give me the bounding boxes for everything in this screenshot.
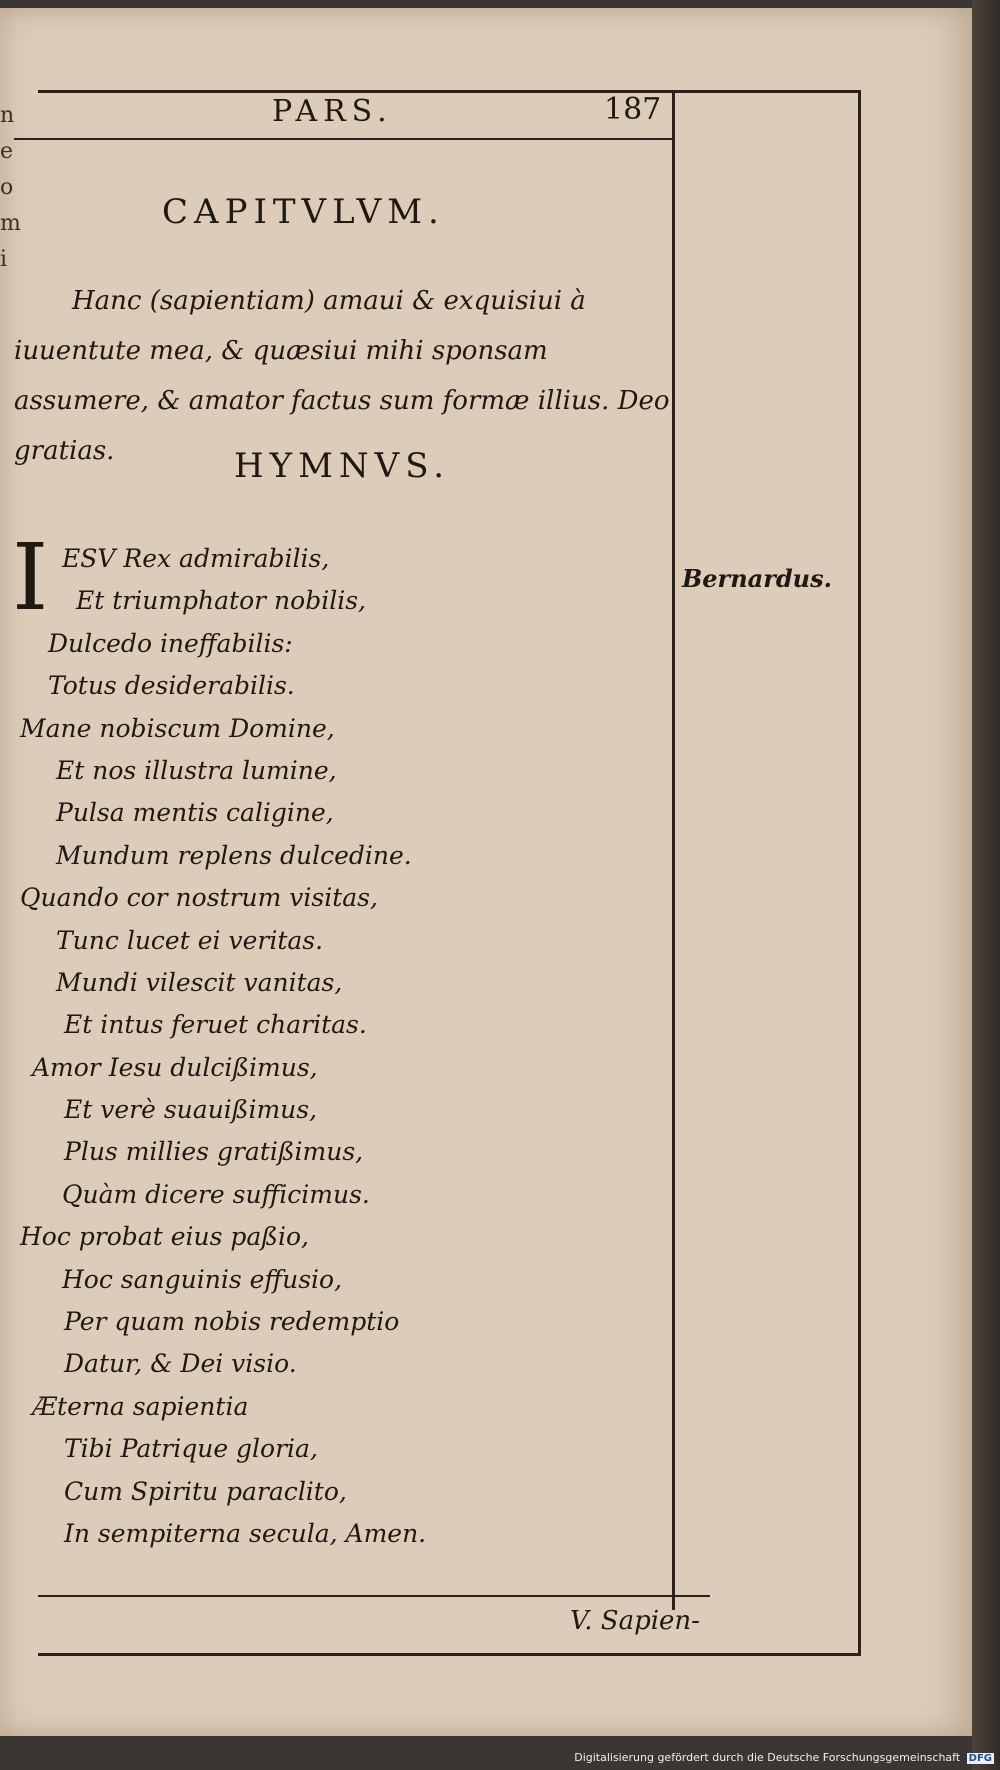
digitization-credit — [574, 1751, 994, 1764]
hymn-verse: Totus desiderabilis. — [48, 671, 295, 701]
hymn-verses — [12, 524, 662, 1555]
chapter-text: Hanc (sapientiam) amaui & exquisiui à iuuentute mea, & quæsiui mihi sponsam assumere, & amator factus sum formæ illius. Deo gratias. — [14, 286, 670, 466]
drop-initial: I — [12, 524, 49, 631]
credit-text: Digitalisierung gefördert durch die Deutsche Forschungsgemeinschaft — [574, 1751, 961, 1764]
hymn-verse: Hoc sanguinis effusio, — [62, 1264, 343, 1294]
hymn-verse: Et intus feruet charitas. — [64, 1010, 367, 1040]
page-number: 187 — [604, 92, 662, 127]
book-fore-edge — [972, 0, 1000, 1770]
hymn-verse: Cum Spiritu paraclito, — [64, 1476, 347, 1506]
fragment-letter: e — [0, 139, 14, 164]
bottom-rule — [38, 1595, 710, 1597]
hymn-verse: Hoc probat eius paßio, — [20, 1222, 309, 1252]
fragment-letter: n — [0, 103, 15, 128]
fragment-letter: o — [0, 175, 14, 200]
hymn-verse: Quando cor nostrum visitas, — [20, 883, 378, 913]
hymn-verse: ESV Rex admirabilis, — [62, 544, 330, 573]
hymn-verse: Plus millies gratißimus, — [64, 1137, 364, 1167]
fragment-letter: m — [0, 211, 21, 236]
hymn-verse: Pulsa mentis caligine, — [56, 798, 334, 828]
hymn-verse: Et triumphator nobilis, — [76, 586, 366, 616]
hymn-verse: Amor Iesu dulcißimus, — [32, 1052, 318, 1082]
hymn-verse: Tunc lucet ei veritas. — [56, 925, 324, 955]
left-margin-fragment — [0, 98, 21, 358]
hymn-verse: Æterna sapientia — [32, 1391, 249, 1421]
hymn-verse: Et verè suauißimus, — [64, 1095, 318, 1125]
hymn-verse: Tibi Patrique gloria, — [64, 1434, 318, 1464]
hymn-verse: Quàm dicere sufficimus. — [62, 1179, 370, 1209]
dfg-logo: DFG — [968, 1753, 992, 1764]
hymn-verse: Et nos illustra lumine, — [56, 755, 337, 785]
hymn-verse: Dulcedo ineffabilis: — [48, 628, 293, 658]
running-head: PARS. — [272, 94, 393, 129]
margin-note: Bernardus. — [682, 564, 832, 593]
catchword: V. Sapien- — [570, 1606, 700, 1636]
book-page — [0, 8, 972, 1736]
chapter-title: CAPITVLVM. — [162, 192, 445, 232]
hymn-verse: In sempiterna secula, Amen. — [64, 1518, 427, 1548]
hymn-title: HYMNVS. — [234, 446, 451, 486]
hymn-verse: Datur, & Dei visio. — [64, 1349, 297, 1379]
header-rule — [14, 138, 672, 140]
hymn-verse: Mane nobiscum Domine, — [20, 713, 335, 743]
hymn-verse: Mundum replens dulcedine. — [56, 840, 412, 870]
fragment-letter: i — [0, 247, 8, 272]
hymn-verse: Per quam nobis redemptio — [64, 1307, 400, 1337]
hymn-verse: Mundi vilescit vanitas, — [56, 967, 343, 997]
